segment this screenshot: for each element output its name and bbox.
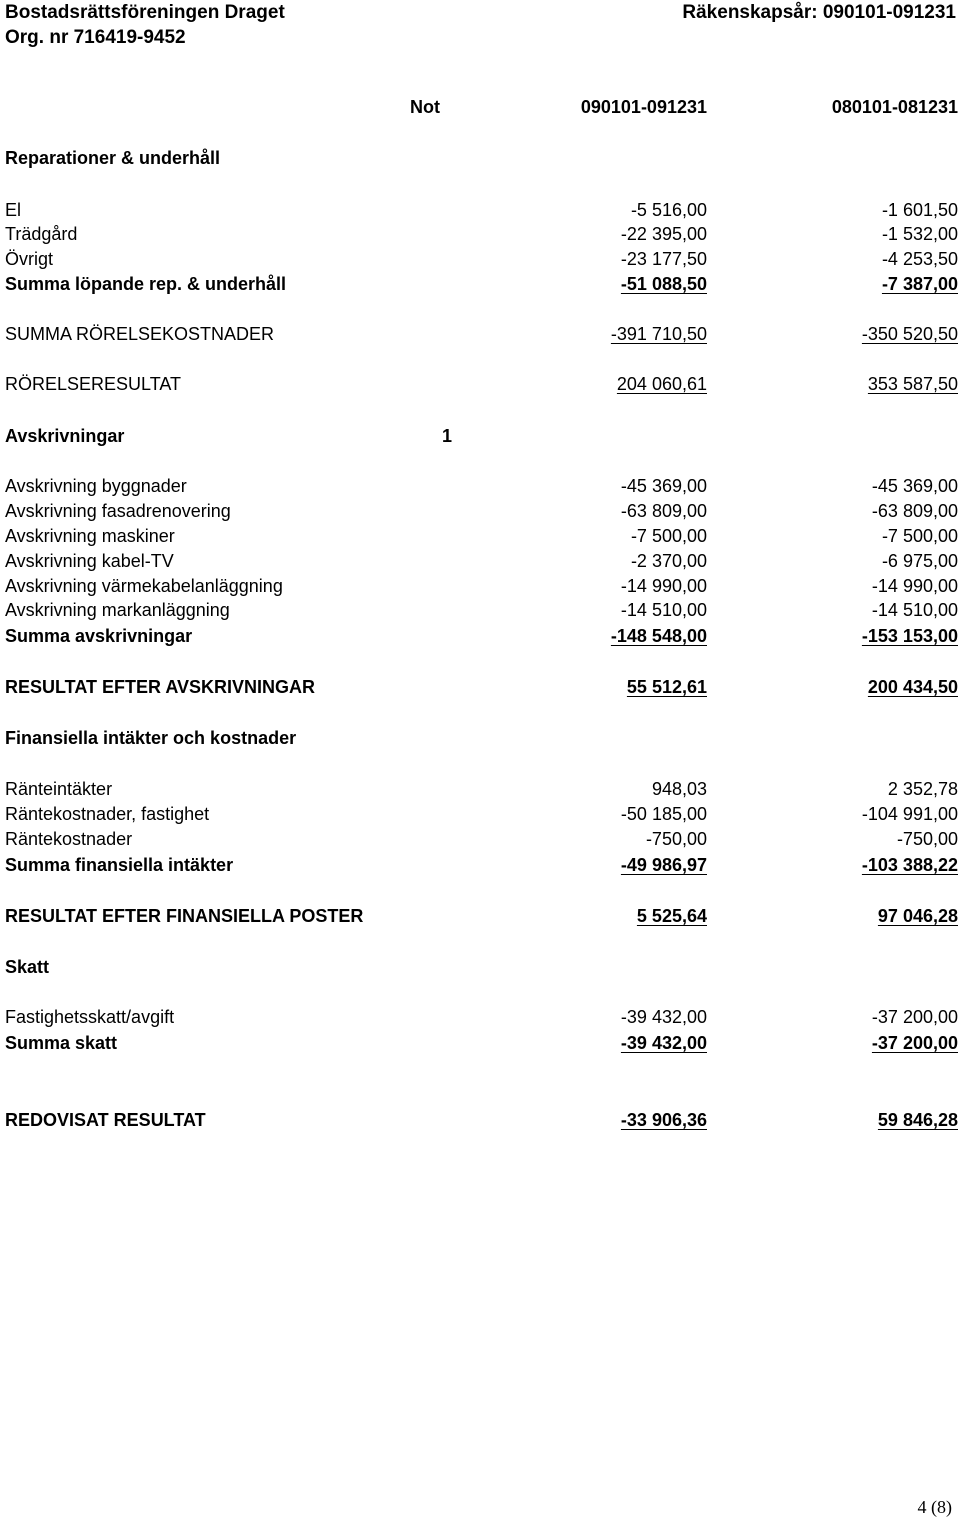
value-current-year: -39 432,00	[620, 1033, 707, 1053]
statement-row	[0, 1108, 960, 1132]
row-label: Summa löpande rep. & underhåll	[5, 274, 287, 294]
statement-row	[0, 1031, 960, 1055]
row-label: Avskrivning markanläggning	[5, 600, 230, 620]
value-current-year: -750,00	[645, 829, 707, 849]
value-previous-year: -1 532,00	[881, 224, 958, 244]
row-label: Räntekostnader	[5, 829, 133, 849]
value-current-year: -22 395,00	[620, 224, 707, 244]
value-current-year: -2 370,00	[630, 551, 707, 571]
value-previous-year: 353 587,50	[867, 374, 958, 394]
value-previous-year: 200 434,50	[867, 677, 958, 697]
value-current-year: -39 432,00	[620, 1007, 707, 1027]
value-current-year: 55 512,61	[626, 677, 707, 697]
row-label: Övrigt	[5, 249, 54, 269]
row-label: RESULTAT EFTER AVSKRIVNINGAR	[5, 677, 315, 697]
row-label: Räntekostnader, fastighet	[5, 804, 210, 824]
organization-number: Org. nr 716419-9452	[5, 27, 186, 48]
statement-row	[0, 524, 960, 548]
row-label: REDOVISAT RESULTAT	[5, 1110, 206, 1130]
value-previous-year: -7 387,00	[881, 274, 958, 294]
value-previous-year: -14 990,00	[871, 576, 958, 596]
row-label: Avskrivning maskiner	[5, 526, 175, 546]
statement-row	[0, 675, 960, 699]
row-label: Avskrivning värmekabelanläggning	[5, 576, 283, 596]
column-header-current-year: 090101-091231	[580, 97, 707, 117]
value-previous-year: -14 510,00	[871, 600, 958, 620]
value-previous-year: -103 388,22	[861, 855, 958, 875]
value-previous-year: -4 253,50	[881, 249, 958, 269]
statement-row	[0, 827, 960, 851]
statement-row	[0, 1005, 960, 1029]
value-current-year: -5 516,00	[630, 200, 707, 220]
row-label: Trädgård	[5, 224, 78, 244]
row-label: Summa skatt	[5, 1033, 118, 1053]
statement-row	[0, 549, 960, 573]
value-current-year: -50 185,00	[620, 804, 707, 824]
row-label: El	[5, 200, 22, 220]
statement-row	[0, 499, 960, 523]
value-previous-year: 2 352,78	[887, 779, 958, 799]
value-current-year: -148 548,00	[610, 626, 707, 646]
value-previous-year: 97 046,28	[877, 906, 958, 926]
row-label: Summa finansiella intäkter	[5, 855, 234, 875]
value-previous-year: -45 369,00	[871, 476, 958, 496]
value-previous-year: -7 500,00	[881, 526, 958, 546]
value-current-year: -14 990,00	[620, 576, 707, 596]
value-previous-year: -1 601,50	[881, 200, 958, 220]
page-number: 4 (8)	[917, 1497, 952, 1517]
statement-row	[0, 322, 960, 346]
value-current-year: -14 510,00	[620, 600, 707, 620]
value-current-year: -7 500,00	[630, 526, 707, 546]
statement-row	[0, 247, 960, 271]
row-label: Summa avskrivningar	[5, 626, 193, 646]
row-label: Finansiella intäkter och kostnader	[5, 728, 297, 748]
organization-name: Bostadsrättsföreningen Draget	[5, 2, 285, 23]
statement-row	[0, 853, 960, 877]
statement-row	[0, 272, 960, 296]
statement-row	[0, 424, 960, 448]
note-reference: 1	[442, 426, 453, 446]
statement-row	[0, 474, 960, 498]
row-label: Avskrivning fasadrenovering	[5, 501, 231, 521]
row-label: Avskrivning kabel-TV	[5, 551, 174, 571]
statement-row	[0, 146, 960, 170]
value-current-year: -45 369,00	[620, 476, 707, 496]
row-label: Reparationer & underhåll	[5, 148, 221, 168]
value-previous-year: -350 520,50	[861, 324, 958, 344]
value-current-year: -23 177,50	[620, 249, 707, 269]
row-label: Avskrivning byggnader	[5, 476, 187, 496]
row-label: RESULTAT EFTER FINANSIELLA POSTER	[5, 906, 364, 926]
statement-row	[0, 726, 960, 750]
value-previous-year: -153 153,00	[861, 626, 958, 646]
statement-row	[0, 777, 960, 801]
row-label: Ränteintäkter	[5, 779, 113, 799]
statement-row	[0, 598, 960, 622]
statement-row	[0, 198, 960, 222]
value-previous-year: -63 809,00	[871, 501, 958, 521]
value-previous-year: -750,00	[896, 829, 958, 849]
value-current-year: -63 809,00	[620, 501, 707, 521]
value-previous-year: 59 846,28	[877, 1110, 958, 1130]
column-header-not: Not	[410, 97, 440, 117]
statement-row	[0, 802, 960, 826]
row-label: RÖRELSERESULTAT	[5, 374, 182, 394]
statement-row	[0, 372, 960, 396]
value-current-year: 204 060,61	[616, 374, 707, 394]
row-label: SUMMA RÖRELSEKOSTNADER	[5, 324, 275, 344]
statement-row	[0, 574, 960, 598]
value-previous-year: -37 200,00	[871, 1033, 958, 1053]
value-current-year: -49 986,97	[620, 855, 707, 875]
statement-row	[0, 222, 960, 246]
value-current-year: -33 906,36	[620, 1110, 707, 1130]
statement-row	[0, 904, 960, 928]
statement-row	[0, 624, 960, 648]
value-current-year: 5 525,64	[636, 906, 707, 926]
value-previous-year: -6 975,00	[881, 551, 958, 571]
value-current-year: -51 088,50	[620, 274, 707, 294]
fiscal-year: Räkenskapsår: 090101-091231	[682, 2, 956, 23]
value-current-year: -391 710,50	[610, 324, 707, 344]
value-previous-year: -104 991,00	[861, 804, 958, 824]
row-label: Avskrivningar	[5, 426, 125, 446]
row-label: Fastighetsskatt/avgift	[5, 1007, 175, 1027]
value-current-year: 948,03	[651, 779, 707, 799]
statement-row	[0, 955, 960, 979]
value-previous-year: -37 200,00	[871, 1007, 958, 1027]
row-label: Skatt	[5, 957, 50, 977]
column-header-previous-year: 080101-081231	[831, 97, 958, 117]
document-header-left	[5, 0, 285, 50]
